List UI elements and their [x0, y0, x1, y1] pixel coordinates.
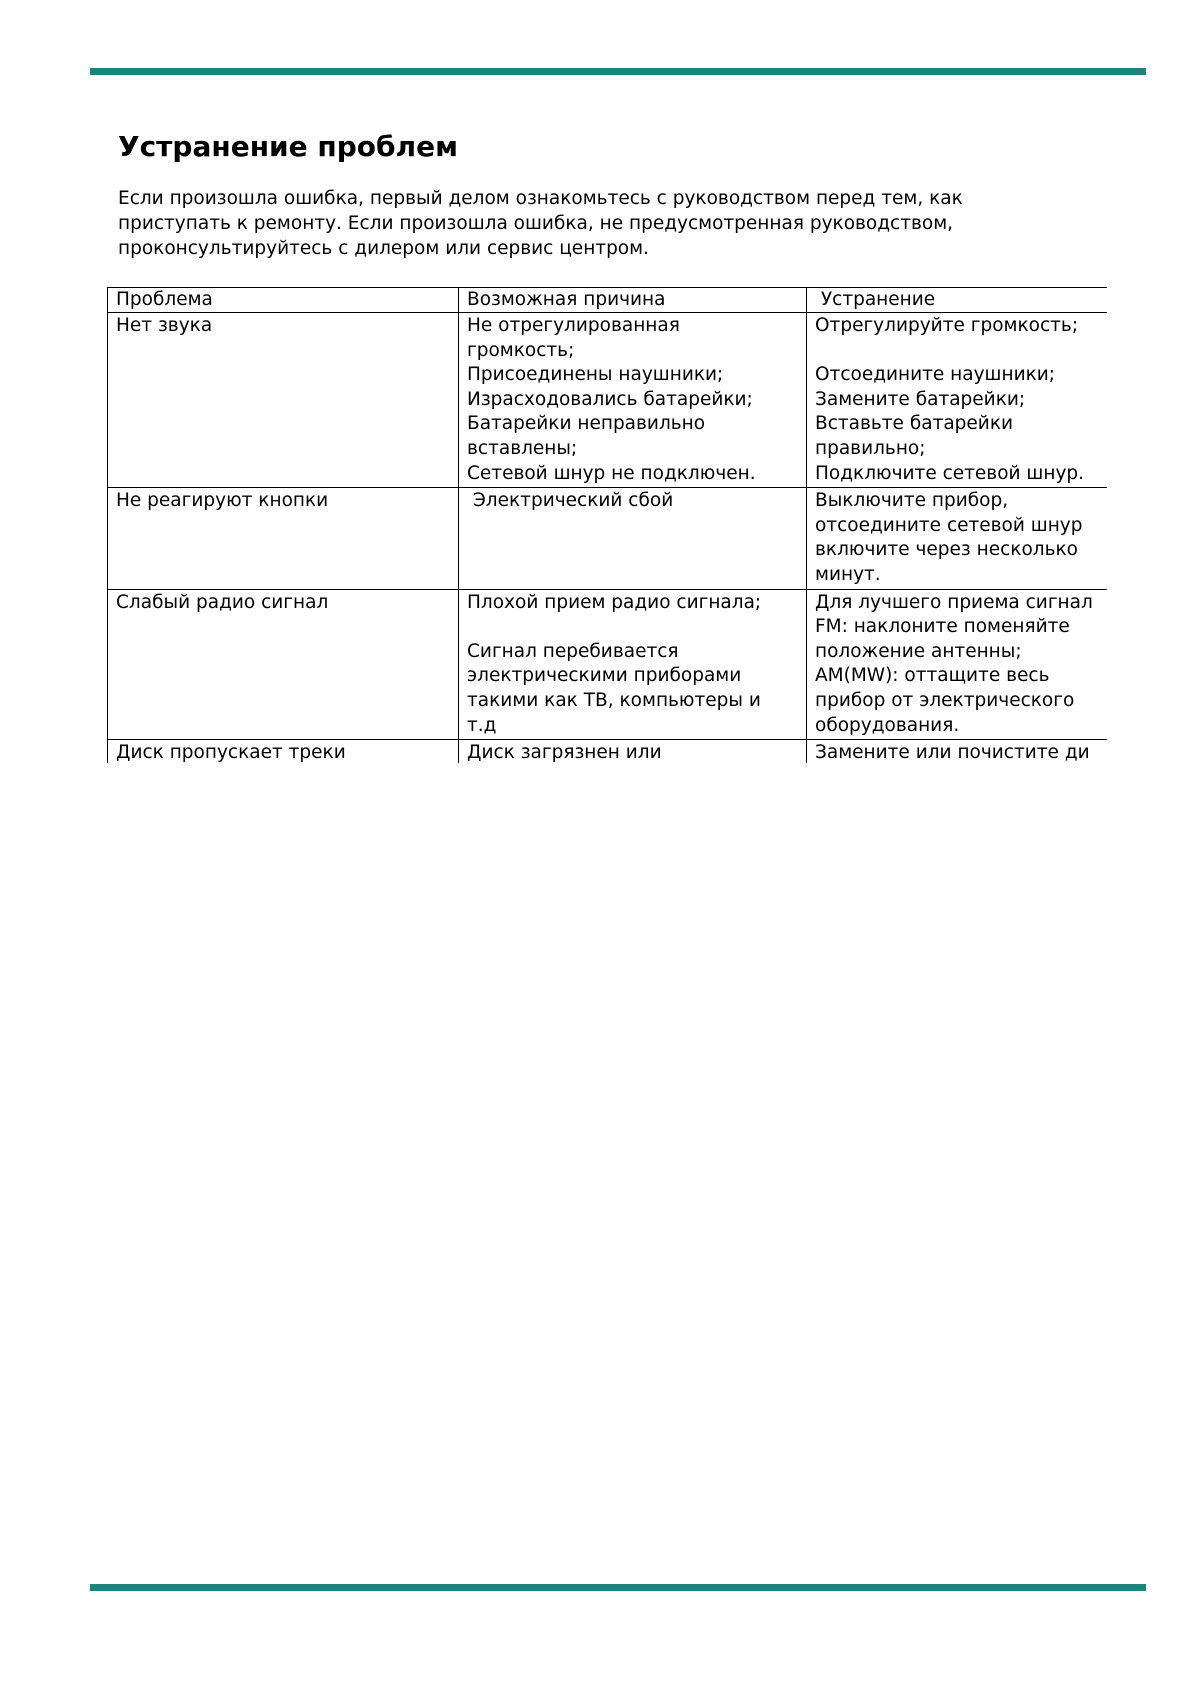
- cause-line: такими как ТВ, компьютеры и: [467, 689, 761, 711]
- problem-cell: [108, 488, 459, 589]
- solution-line: Вставьте батарейки: [815, 413, 1014, 435]
- top-accent-rule: [90, 68, 1146, 75]
- solution-line: Подключите сетевой шнур.: [815, 462, 1085, 484]
- solution-gap: [815, 339, 1107, 364]
- solution-line: минут.: [815, 563, 881, 585]
- solution-line: Отрегулируйте громкость;: [815, 315, 1079, 336]
- cause-line: громкость;: [467, 339, 575, 361]
- solution-line: включите через несколько: [815, 539, 1078, 561]
- page-content: [118, 130, 1128, 261]
- solution-line: правильно;: [815, 437, 926, 459]
- solution-line: Выключите прибор,: [815, 490, 1009, 512]
- table-row: [108, 740, 1108, 763]
- cause-gap: [467, 615, 798, 640]
- solution-cell: [807, 740, 1108, 763]
- solution-line: Отсоедините наушники;: [815, 364, 1056, 386]
- intro-line: приступать к ремонту. Если произошла ошибка, не предусмотренная руководством,: [118, 213, 954, 234]
- cause-cell: [459, 488, 807, 589]
- solution-line: отсоедините сетевой шнур: [815, 514, 1083, 536]
- problem-cell: [108, 589, 459, 740]
- solution-line: оборудования.: [815, 714, 960, 736]
- cause-line: Израсходовались батарейки;: [467, 388, 753, 410]
- cause-line: Батарейки неправильно: [467, 413, 706, 435]
- cause-line: Плохой прием радио сигнала;: [467, 591, 762, 613]
- solution-line: Замените или почистите ди: [815, 742, 1090, 763]
- cause-line: Присоединены наушники;: [467, 364, 724, 386]
- problem-cell: [108, 313, 459, 488]
- table-row: [108, 313, 1108, 488]
- cause-line: Не отрегулированная: [467, 315, 680, 336]
- cause-cell: [459, 740, 807, 763]
- solution-cell: [807, 589, 1108, 740]
- solution-cell: [807, 313, 1108, 488]
- solution-line: AM(MW): оттащите весь: [815, 665, 1050, 687]
- problem-cell: [108, 740, 459, 763]
- intro-line: проконсультируйтесь с дилером или сервис центром.: [118, 238, 649, 259]
- problem-text: Слабый радио сигнал: [116, 591, 329, 613]
- problem-text: Не реагируют кнопки: [116, 490, 329, 512]
- table-row: [108, 589, 1108, 740]
- table-row: [108, 488, 1108, 589]
- solution-line: прибор от электрического: [815, 689, 1075, 711]
- header-problem: Проблема: [108, 288, 459, 313]
- solution-line: FM: наклоните поменяйте: [815, 616, 1070, 638]
- intro-line: Если произошла ошибка, первый делом ознакомьтесь с руководством перед тем, как: [118, 188, 963, 209]
- cause-line: электрическими приборами: [467, 665, 742, 687]
- problem-text: Нет звука: [116, 315, 213, 336]
- header-solution: Устранение: [807, 288, 1108, 313]
- problem-text: Диск пропускает треки: [116, 742, 346, 763]
- table-header-row: [108, 288, 1108, 313]
- bottom-accent-rule: [90, 1584, 1146, 1591]
- cause-line: вставлены;: [467, 437, 578, 459]
- cause-line: Сигнал перебивается: [467, 640, 679, 662]
- cause-cell: [459, 313, 807, 488]
- solution-line: положение антенны;: [815, 640, 1022, 662]
- solution-line: Для лучшего приема сигнал: [815, 591, 1093, 613]
- cause-cell: [459, 589, 807, 740]
- cause-line: Сетевой шнур не подключен.: [467, 462, 756, 484]
- cause-line: т.д: [467, 714, 497, 736]
- cause-line: Диск загрязнен или: [467, 742, 662, 763]
- cause-line: Электрический сбой: [467, 490, 674, 512]
- troubleshooting-table-wrap: [107, 287, 1107, 763]
- troubleshooting-table: [107, 287, 1107, 763]
- page-title: Устранение проблем: [118, 130, 458, 163]
- solution-cell: [807, 488, 1108, 589]
- intro-paragraph: [118, 186, 1058, 261]
- header-cause: Возможная причина: [459, 288, 807, 313]
- solution-line: Замените батарейки;: [815, 388, 1026, 410]
